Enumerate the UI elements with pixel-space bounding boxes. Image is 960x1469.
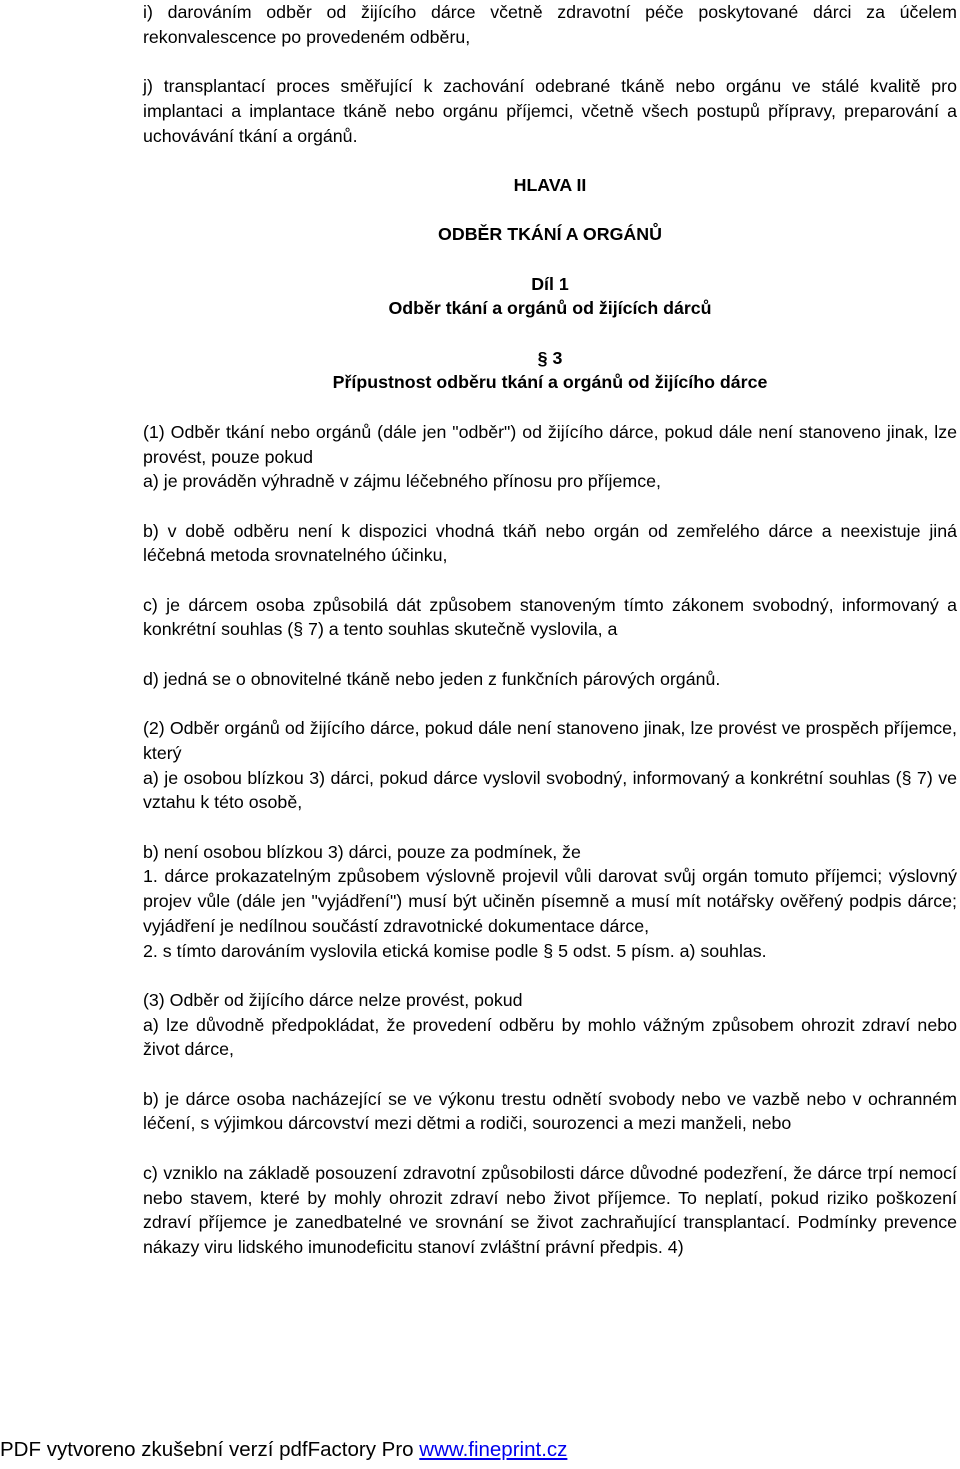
- s3-item-a: a) lze důvodně předpokládat, že provedení odběru by mohlo vážným způsobem ohrozit zdraví nebo život dárce,: [143, 1014, 957, 1060]
- pdf-footer: [0, 1435, 960, 1465]
- chapter-heading: HLAVA II: [513, 174, 587, 195]
- s2-item-b2: 2. s tímto darováním vyslovila etická komise podle § 5 odst. 5 písm. a) souhlas.: [143, 940, 767, 961]
- s2-item-a: a) je osobou blízkou 3) dárci, pokud dárce vyslovil svobodný, informovaný a konkrétní souhlas (§ 7) ve vztahu k této osobě,: [143, 767, 957, 813]
- s1-item-a: a) je prováděn výhradně v zájmu léčebného přínosu pro příjemce,: [143, 471, 661, 492]
- s1-item-c: c) je dárcem osoba způsobilá dát způsobem stanoveným tímto zákonem svobodný, informovaný a konkrétní souhlas (§ 7) a tento souhlas skutečně vyslovila, a: [143, 594, 957, 640]
- part-heading: Díl 1: [531, 273, 569, 294]
- section-sign: §: [537, 347, 548, 368]
- section-number: § 3: [537, 347, 563, 368]
- document-page: [143, 0, 957, 1260]
- s1-item-b: b) v době odběru není k dispozici vhodná tkáň nebo orgán od zemřelého dárce a neexistuje jiná léčebná metoda srovnatelného účinku,: [143, 520, 957, 566]
- s3-intro: (3) Odběr od žijícího dárce nelze provést, pokud: [143, 989, 523, 1010]
- s1-intro: (1) Odběr tkání nebo orgánů (dále jen "odběr") od žijícího dárce, pokud dále není stanoveno jinak, lze provést, pouze pokud: [143, 421, 957, 467]
- s3-item-b: b) je dárce osoba nacházející se ve výkonu trestu odnětí svobody nebo ve vazbě nebo v ochranném léčení, s výjimkou dárcovství mezi dětmi a rodiči, sourozenci a mezi manželi, nebo: [143, 1088, 957, 1134]
- s2-intro: (2) Odběr orgánů od žijícího dárce, pokud dále není stanoveno jinak, lze provést ve prospěch příjemce, který: [143, 718, 957, 763]
- part-title: Odběr tkání a orgánů od žijících dárců: [388, 298, 712, 319]
- s2-item-b: b) není osobou blízkou 3) dárci, pouze za podmínek, že: [143, 841, 581, 862]
- s3-item-c: c) vzniklo na základě posouzení zdravotní způsobilosti dárce důvodné podezření, že dárce trpí nemocí nebo stavem, které by mohly ohrozit zdraví nebo život příjemce. To neplatí, pokud riziko poškození zdraví příjemce je zanedbatelné ve srovnání se život zachraňující transplantací. Podmínky prevence nákazy viru lidského imunodeficitu stanoví zvláštní právní předpis. 4): [143, 1162, 957, 1257]
- s2-item-b1: 1. dárce prokazatelným způsobem výslovně projevil vůli darovat svůj orgán tomuto příjemci; výslovný projev vůle (dále jen "vyjádření") musí být učiněn písemně a musí mít notářsky ověřený podpis dárce; vyjádření je nedílnou součástí zdravotnické dokumentace dárce,: [143, 866, 957, 936]
- s1-item-d: d) jedná se o obnovitelné tkáně nebo jeden z funkčních párových orgánů.: [143, 668, 721, 689]
- chapter-title: ODBĚR TKÁNÍ A ORGÁNŮ: [438, 224, 662, 245]
- paragraph-i: i) darováním odběr od žijícího dárce včetně zdravotní péče poskytované dárci za účelem rekonvalescence po provedeném odběru,: [143, 2, 957, 47]
- section-title: Přípustnost odběru tkání a orgánů od žijícího dárce: [332, 372, 768, 393]
- footer-link[interactable]: www.fineprint.cz: [419, 1438, 568, 1461]
- paragraph-j: j) transplantací proces směřující k zachování odebrané tkáně nebo orgánu ve stálé kvalitě pro implantaci a implantace tkáně nebo orgánu příjemci, včetně všech postupů přípravy, preparování a uchovávání tkání a orgánů.: [143, 76, 957, 146]
- footer-text: PDF vytvoreno zkušební verzí pdfFactory Pro: [0, 1438, 420, 1461]
